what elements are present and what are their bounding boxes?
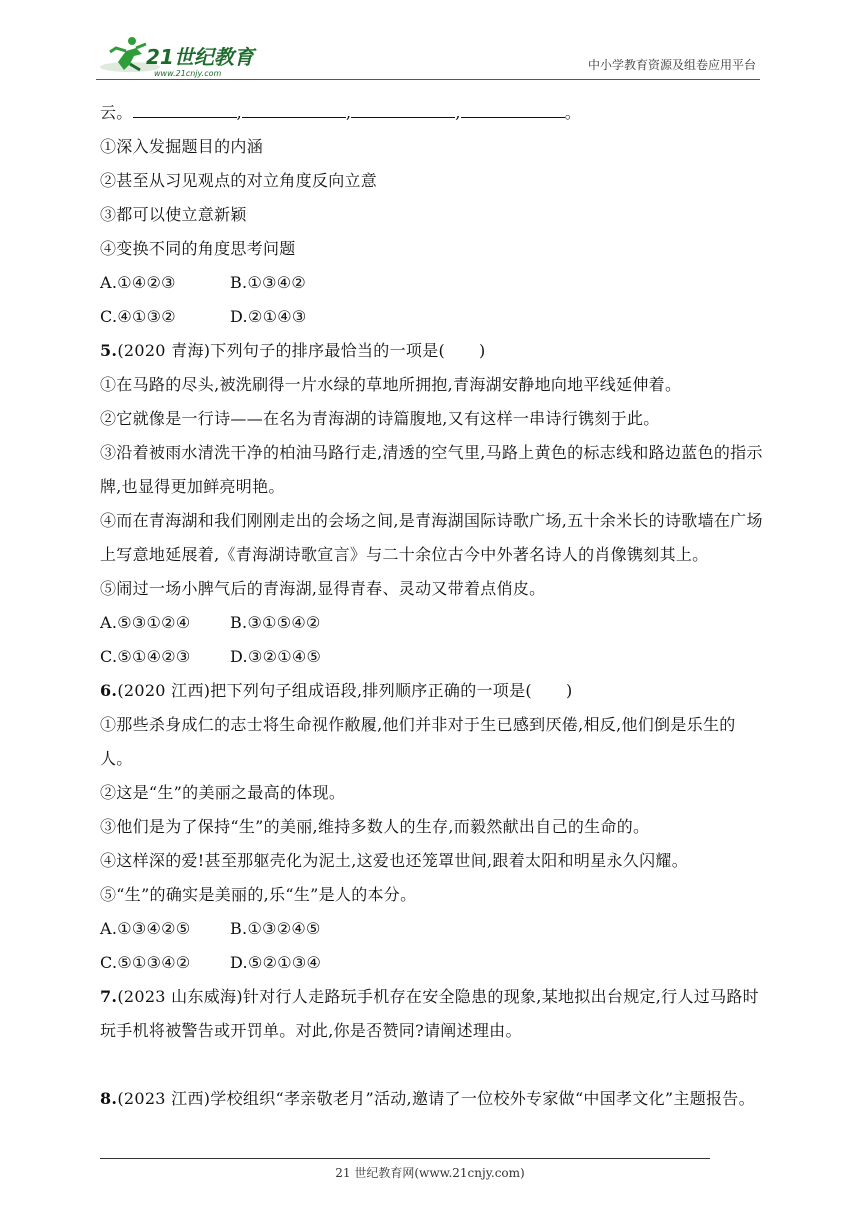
q5-item: ②它就像是一行诗——在名为青海湖的诗篇腹地,又有这样一串诗行镌刻于此。 bbox=[100, 409, 660, 428]
header-divider bbox=[96, 79, 760, 80]
q5-item: ⑤闹过一场小脾气后的青海湖,显得青春、灵动又带着点俏皮。 bbox=[100, 579, 546, 598]
answer-blank-3[interactable] bbox=[351, 97, 455, 118]
q4-item: ③都可以使立意新颖 bbox=[100, 205, 247, 224]
q5-number: 5. bbox=[100, 341, 118, 360]
q6-stem-close: ) bbox=[565, 681, 573, 700]
q6-option-b[interactable]: B.①③②④⑤ bbox=[230, 919, 321, 938]
header-slogan: 中小学教育资源及组卷应用平台 bbox=[587, 58, 756, 72]
q7-stem bbox=[100, 980, 765, 1048]
q6-item: ③他们是为了保持“生”的美丽,维持多数人的生存,而毅然献出自己的生命的。 bbox=[100, 817, 650, 836]
q8-stem bbox=[100, 1082, 765, 1116]
q5-item: ①在马路的尽头,被洗刷得一片水绿的草地所拥抱,青海湖安静地向地平线延伸着。 bbox=[100, 375, 682, 394]
q4-item: ④变换不同的角度思考问题 bbox=[100, 239, 296, 258]
q6-options-row-2 bbox=[100, 946, 765, 980]
q7-number: 7. bbox=[100, 987, 118, 1006]
answer-blank-4[interactable] bbox=[461, 97, 565, 118]
runner-logo-icon bbox=[96, 34, 276, 78]
q6-item: ④这样深的爱!甚至那躯壳化为泥土,这爱也还笼罩世间,跟着太阳和明星永久闪耀。 bbox=[100, 851, 689, 870]
site-logo[interactable] bbox=[96, 34, 276, 78]
q5-option-a[interactable]: A.⑤③①②④ bbox=[100, 613, 191, 632]
q5-option-b[interactable]: B.③①⑤④② bbox=[230, 613, 321, 632]
separator: , bbox=[346, 103, 352, 122]
separator: , bbox=[236, 103, 242, 122]
q8-number: 8. bbox=[100, 1089, 118, 1108]
q5-stem-close: ) bbox=[479, 341, 486, 360]
q7-stem-text: (2023 山东威海)针对行人走路玩手机存在安全隐患的现象,某地拟出台规定,行人过马路时玩手机将被警告或开罚单。对此,你是否赞同?请阐述理由。 bbox=[100, 987, 759, 1040]
page-footer: 21 世纪教育网(www.21cnjy.com) bbox=[335, 1166, 525, 1180]
q6-stem-text: (2020 江西)把下列句子组成语段,排列顺序正确的一项是( bbox=[117, 681, 532, 700]
q5-item: ③沿着被雨水清洗干净的柏油马路行走,清透的空气里,马路上黄色的标志线和路边蓝色的指示牌,也显得更加鲜亮明艳。 bbox=[100, 443, 763, 496]
q6-stem bbox=[100, 674, 765, 708]
q6-option-a[interactable]: A.①③④②⑤ bbox=[100, 919, 191, 938]
q5-item: ④而在青海湖和我们刚刚走出的会场之间,是青海湖国际诗歌广场,五十余米长的诗歌墙在广场上写意地延展着,《青海湖诗歌宣言》与二十余位古今中外著名诗人的肖像镌刻其上。 bbox=[100, 511, 763, 564]
q4-stem-prefix: 云。 bbox=[100, 103, 133, 122]
logo-url: www.21cnjy.com bbox=[154, 69, 222, 78]
q5-option-c[interactable]: C.⑤①④②③ bbox=[100, 647, 191, 666]
separator: , bbox=[455, 103, 461, 122]
q6-item: ⑤“生”的确实是美丽的,乐“生”是人的本分。 bbox=[100, 885, 417, 904]
q4-option-b[interactable]: B.①③④② bbox=[230, 273, 307, 292]
q5-stem-text: (2020 青海)下列句子的排序最恰当的一项是( bbox=[117, 341, 446, 360]
q8-stem-text: (2023 江西)学校组织“孝亲敬老月”活动,邀请了一位校外专家做“中国孝文化”主题报告。 bbox=[117, 1089, 755, 1108]
q5-option-d[interactable]: D.③②①④⑤ bbox=[230, 647, 322, 666]
q7-answer-space[interactable] bbox=[100, 1048, 765, 1082]
q4-option-c[interactable]: C.④①③② bbox=[100, 307, 176, 326]
answer-blank-2[interactable] bbox=[242, 97, 346, 118]
q6-option-c[interactable]: C.⑤①③④② bbox=[100, 953, 191, 972]
q6-item: ①那些杀身成仁的志士将生命视作敝履,他们并非对于生已感到厌倦,相反,他们倒是乐生的人。 bbox=[100, 715, 736, 768]
q5-options-row-2 bbox=[100, 640, 765, 674]
q4-stem bbox=[100, 96, 765, 130]
logo-text: 21世纪教育 bbox=[146, 45, 254, 69]
q4-item: ①深入发掘题目的内涵 bbox=[100, 137, 264, 156]
page-header bbox=[96, 34, 760, 78]
q4-option-d[interactable]: D.②①④③ bbox=[230, 307, 307, 326]
answer-blank-1[interactable] bbox=[133, 97, 237, 118]
q4-options-row-2 bbox=[100, 300, 765, 334]
q5-stem bbox=[100, 334, 765, 368]
q4-options-row-1 bbox=[100, 266, 765, 300]
exam-content bbox=[100, 96, 765, 1116]
q6-option-d[interactable]: D.⑤②①③④ bbox=[230, 953, 322, 972]
q4-option-a[interactable]: A.①④②③ bbox=[100, 273, 176, 292]
q6-number: 6. bbox=[100, 681, 118, 700]
q5-options-row-1 bbox=[100, 606, 765, 640]
q4-item: ②甚至从习见观点的对立角度反向立意 bbox=[100, 171, 378, 190]
footer-divider bbox=[100, 1158, 710, 1159]
q6-item: ②这是“生”的美丽之最高的体现。 bbox=[100, 783, 346, 802]
q6-options-row-1 bbox=[100, 912, 765, 946]
separator: 。 bbox=[564, 103, 582, 122]
